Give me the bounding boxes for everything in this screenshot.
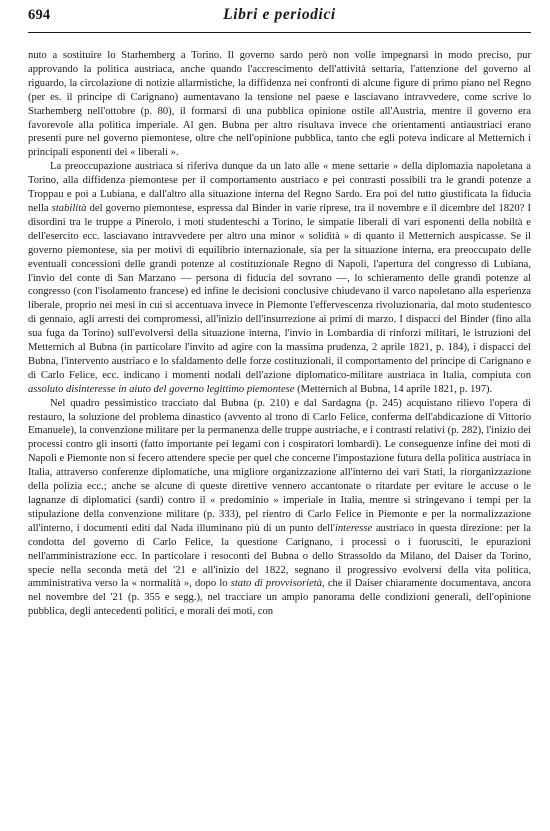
book-page <box>28 6 531 826</box>
text-run: nuto a sostituire lo Starhemberg a Torino. Il governo sardo però non volle impegnarsi in modo preciso, pur approvando la politica austriaca, anche quando l'accrescimento dell'attività settaria, l'attenzione del governo al riguardo, la circolazione di notizie allarmistiche, la diffidenza nei confronti di alcune figure di primo piano nel Regno (per es. il principe di Carignano) aumentavano la tensione nel paese e lasciavano intravvedere, come scrive lo Starhemberg nell'ottobre (p. 80), il formarsi di una pubblica opinione ostile all'Austria, mentre il governo era favorevole alla politica imperiale. Al gen. Bubna per altro risultava invece che orientamenti antiaustriaci erano presenti pure nel governo piemontese, oltre che nell'opinione pubblica, tanto che egli poteva indicare al Metternich i principali esponenti dei « liberali ». <box>28 50 531 159</box>
text-run: (Metternich al Bubna, 14 aprile 1821, p. 197). <box>294 383 493 395</box>
text-run: Nel quadro pessimistico tracciato dal Bubna (p. 210) e dal Sardagna (p. 245) acquistano rilievo l'opera di restauro, la soluzione del problema dinastico (avvento al trono di Carlo Felice, conferma dell'abdicazione di Vittorio Emanuele), la convenzione militare per la permanenza delle truppe austriache, e i contrasti relativi (p. 282), l'inizio dei processi contro gli insorti (fatto importante pei legami con i cospiratori lombardi). Le conseguenze infine dei moti di Napoli e Piemonte non si fecero attendere specie per quel che concerne l'impostazione futura della politica austriaca in Italia, attraverso conferenze diplomatiche, una migliore organizzazione all'interno dei vari Stati, la riorganizzazione della polizia ecc.; anche se alcune di queste direttive vennero accantonate o ritardate per evitare le accuse o le lagnanze di diplomatici (sardi) contro il « predominio » imperiale in Italia, mentre si stringevano i tempi per la stipulazione della convenzione militare (p. 333), pel rientro di Carlo Felice in Piemonte e per la normalizzazione all'interno, i documenti editi dal Nada illuminano più di un punto dell' <box>28 397 531 534</box>
text-run: del governo piemontese, espressa dal Binder in varie riprese, tra il novembre e il dicembre del 1820? I disordini tra le truppe a Pinerolo, i moti studenteschi a Torino, le simpatie liberali di vari esponenti della nobiltà e dell'esercito ecc. lasciavano intravvedere per altro una minor « solidità » di quanto il Metternich auspicasse. Se il governo piemontese, sia per motivi di equilibrio internazionale, sia per la situazione interna, era preoccupato delle eventuali concessioni delle grandi potenze al costituzionale Regno di Napoli, l'apertura del congresso di Lubiana, l'invio del conte di San Marzano — persona di fiducia del sovrano —, lo schieramento delle grandi potenze al congresso (con l'isolamento francese) ed infine le decisioni conclusive chiudevano il varco napoletano alla esperienza liberale, proprio nei mesi in cui si accentuava invece in Piemonte l'effervescenza rivoluzionaria, dal moto studentesco di gennaio, agli arresti dei compromessi, all'inizio dell'insurrezione ai primi di marzo. I dispacci del Binder (fino alla sua fuga da Torino) sull'evolversi della situazione interna, l'invio in Lombardia di rinforzi militari, le istruzioni del Metternich al Bubna (in particolare l'invito ad agire con la massima prudenza, 2 aprile 1821, p. 184), i dispacci del Bubna, l'intervento austriaco e lo sfaldamento delle forze costituzionali, il comportamento del principe di Carignano e di Carlo Felice, ecc. indicano i momenti nodali dell'azione diplomatico-militare austriaca in Italia, compiuta con <box>28 202 531 381</box>
paragraph <box>28 49 531 160</box>
italic-text: assoluto disinteresse in aiuto del governo legittimo piemontese <box>28 383 295 395</box>
body-text <box>28 49 531 619</box>
text-run: , che il Daiser chiaramente documentava, ancora nel novembre del '21 (p. 355 e segg.), nel tracciare un ampio panorama delle condizioni generali, dell'opinione pubblica, degli antecedenti politici, e morali dei moti, con <box>28 578 532 618</box>
paragraph <box>28 397 531 620</box>
text-run: austriaco in questa direzione: per la condotta del governo di Carlo Felice, la questione Carignano, i processi o i fuorusciti, le epurazioni nell'amministrazione ecc. In particolare i resoconti del Bubna o dello Strassoldo da Milano, del Daiser da Torino, specie nella seconda metà del '21 e all'inizio del 1822, segnano il progressivo evolversi della vita politica, amministrativa verso la « normalità », dopo lo <box>28 522 531 590</box>
italic-text: stato di provvisorietà <box>230 578 323 590</box>
italic-text: stabilità <box>51 202 87 214</box>
running-title: Libri e periodici <box>223 6 336 23</box>
text-run: La preoccupazione austriaca si riferiva dunque da un lato alle « mene settarie » della diplomazia napoletana a Torino, alla diffidenza piemontese per il comportamento austriaco e pei contrasti possibili tra le grandi potenze a Troppau e poi a Lubiana, e dall'altro alla situazione interna del Regno Sardo. Era poi del tutto giustificata la fiducia nella <box>28 161 531 214</box>
page-number: 694 <box>28 7 51 23</box>
italic-text: interesse <box>334 522 373 534</box>
paragraph <box>28 160 531 396</box>
page-header <box>28 6 531 33</box>
